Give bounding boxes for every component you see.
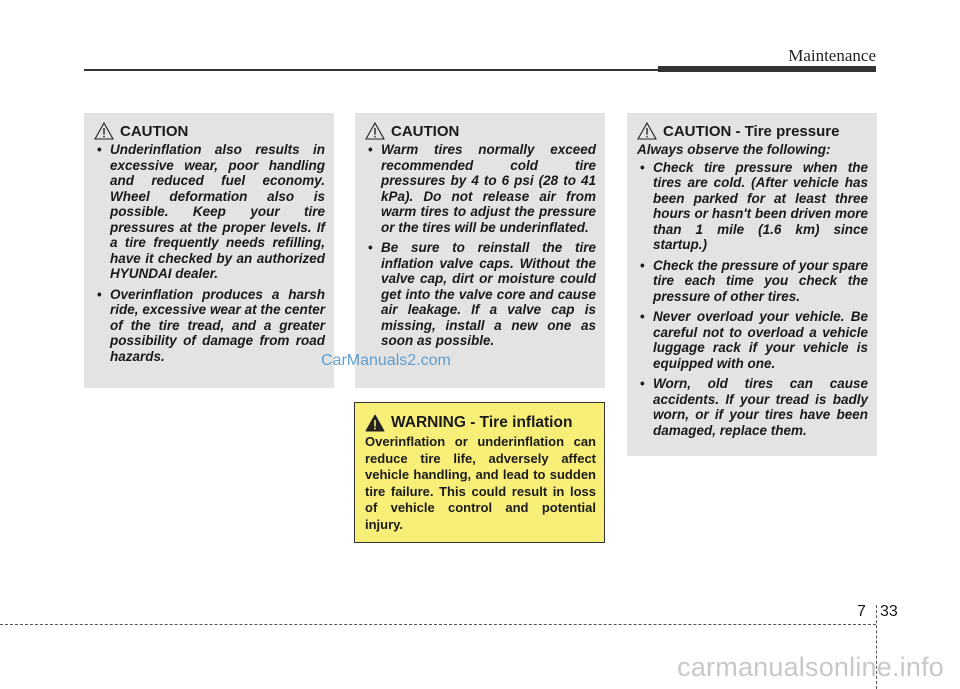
header-rule-thin bbox=[84, 69, 658, 71]
section-title: Maintenance bbox=[788, 46, 876, 65]
caution-item: • Worn, old tires can cause accidents. If your tread is badly worn, or if your tires have been damaged, replace them. bbox=[637, 376, 868, 438]
caution-heading bbox=[94, 121, 325, 141]
caution-item: • Check tire pressure when the tires are cold. (After vehicle has been parked for at least three hours or hasn't been driven more than 1 mile (1.6 km) since startup.) bbox=[637, 160, 868, 253]
caution-box-warm-tires bbox=[355, 113, 605, 388]
caution-heading bbox=[365, 121, 596, 141]
warning-triangle-icon bbox=[365, 414, 385, 432]
caution-title: CAUTION bbox=[120, 122, 189, 140]
caution-item: • Check the pressure of your spare tire each time you check the pressure of other tires. bbox=[637, 258, 868, 305]
warning-heading bbox=[365, 413, 596, 433]
caution-item: • Never overload your vehicle. Be careful not to overload a vehicle luggage rack if your vehicle is equipped with one. bbox=[637, 309, 868, 371]
caution-heading bbox=[637, 121, 868, 141]
caution-item: • Underinflation also results in excessive wear, poor handling and reduced fuel economy. Wheel deformation also is possible. Keep your tire pressures at the proper levels. If a tire frequently needs refilling, have it checked by an authorized HYUNDAI dealer. bbox=[94, 142, 325, 282]
caution-box-overinflation bbox=[84, 113, 334, 388]
caution-triangle-icon bbox=[94, 122, 114, 140]
caution-triangle-icon bbox=[365, 122, 385, 140]
footer-rule bbox=[0, 624, 876, 625]
site-watermark: carmanualsonline.info bbox=[677, 652, 944, 682]
warning-body: Overinflation or underinflation can reduce tire life, adversely affect vehicle handling, and lead to sudden tire failure. This could result in loss of vehicle control and potential injury. bbox=[365, 434, 596, 532]
warning-box-tire-inflation bbox=[354, 402, 605, 543]
caution-intro: Always observe the following: bbox=[637, 142, 831, 157]
caution-title: CAUTION bbox=[391, 122, 460, 140]
page-chapter: 7 bbox=[857, 603, 866, 620]
caution-item: • Be sure to reinstall the tire inflation valve caps. Without the valve cap, dirt or moisture could get into the valve core and cause air leakage. If a valve cap is missing, install a new one as soon as possible. bbox=[365, 240, 596, 349]
caution-title: CAUTION - Tire pressure bbox=[663, 122, 840, 140]
warning-title: WARNING - Tire inflation bbox=[391, 414, 573, 431]
caution-triangle-icon bbox=[637, 122, 657, 140]
header-rule-thick bbox=[658, 66, 876, 72]
caution-item: • Overinflation produces a harsh ride, excessive wear at the center of the tire tread, and a greater possibility of damage from road hazards. bbox=[94, 287, 325, 365]
caution-box-tire-pressure bbox=[627, 113, 877, 456]
page-number: 33 bbox=[880, 603, 898, 620]
caution-item: • Warm tires normally exceed recommended cold tire pressures by 4 to 6 psi (28 to 41 kPa). Do not release air from warm tires to adjust the pressure or the tires will be underinflated. bbox=[365, 142, 596, 235]
watermark-overlay: CarManuals2.com bbox=[321, 352, 451, 369]
